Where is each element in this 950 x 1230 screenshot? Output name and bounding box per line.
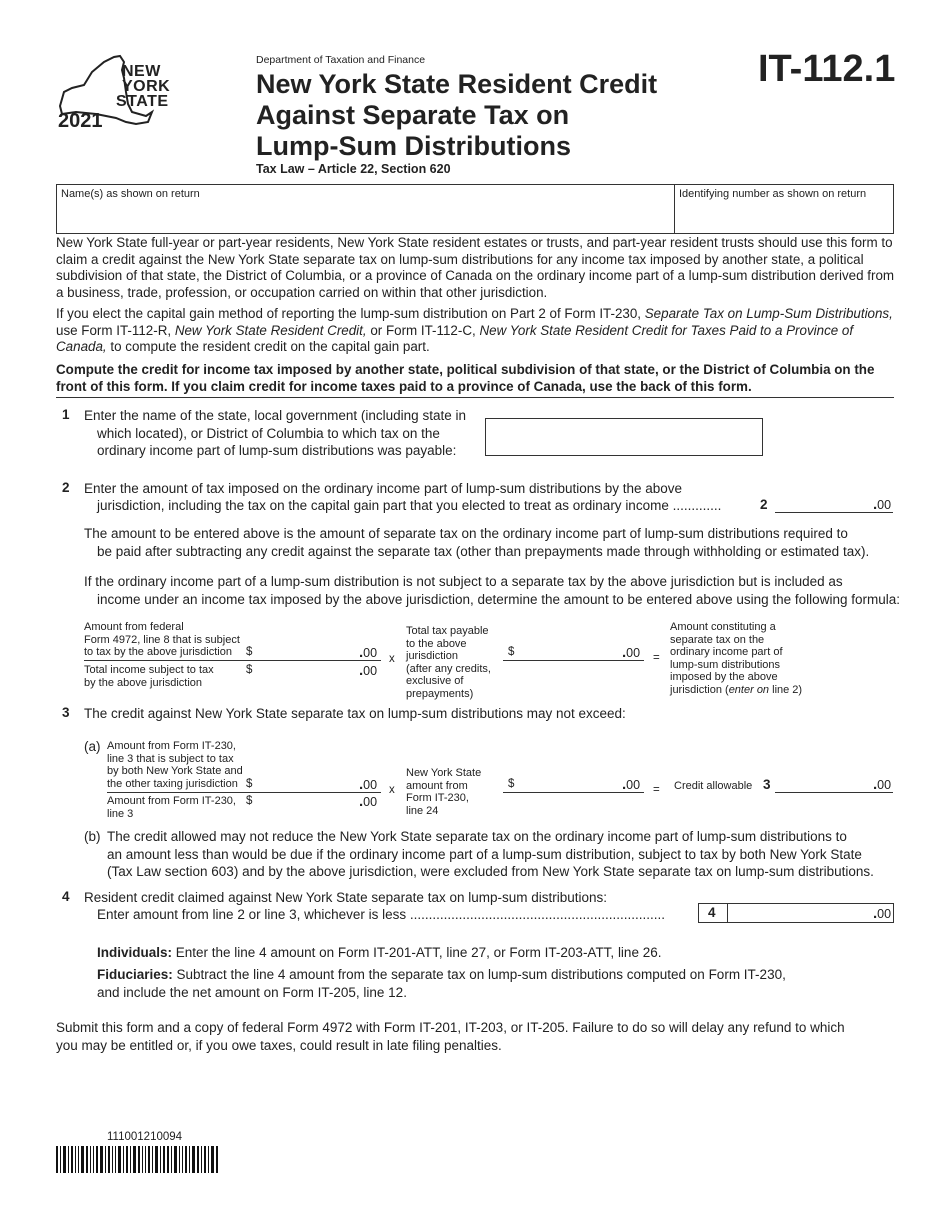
f1-mid-line-6: prepayments) (406, 687, 474, 700)
name-label: Name(s) as shown on return (61, 188, 200, 200)
f1-num-line-1: Amount from federal (84, 621, 184, 633)
f1-res-line-6 (670, 684, 830, 697)
l3a-nys-amount-input[interactable] (520, 776, 620, 791)
department-name: Department of Taxation and Finance (256, 54, 426, 66)
logo-york: YORK (122, 78, 171, 95)
intro-p2-c: use Form IT-112-R, (56, 322, 175, 338)
section-divider (56, 397, 894, 398)
l3a-den-cents: .00 (359, 793, 378, 810)
l3a-den-cents-value: 00 (363, 795, 378, 809)
f1-res-line-5: imposed by the above (670, 671, 778, 684)
nys-logo (56, 52, 186, 132)
intro-paragraph-3: Compute the credit for income tax imposed by another state, political subdivision of that state, or the District of Columbia on the front of this form. If you claim credit for income taxes paid to a province of Canada, use the back of this form. (56, 362, 875, 394)
intro-p2-a: If you elect the capital gain method of reporting the lump-sum distribution on Part 2 of Form IT-230, (56, 306, 645, 321)
line-3-text: The credit against New York State separate tax on lump-sum distributions may not exceed: (84, 706, 626, 721)
line-1-text (84, 407, 484, 460)
line-3b-label: (b) (84, 829, 101, 844)
submit-text-a: Submit this form and a copy of federal Form 4972 with Form IT-201, IT-203, or IT-205. Failure to do so will delay any refund to which (56, 1020, 845, 1035)
individuals-instruction (97, 944, 897, 962)
l3a-num-dollar: $ (246, 778, 253, 790)
l3a-denominator-input[interactable] (258, 793, 358, 808)
line-4-leader-dots: .................................................................... (409, 907, 665, 922)
line-2-note-2-b: income under an income tax imposed by the above jurisdiction, determine the amount to be entered above using the following formula: (97, 591, 900, 607)
l3a-num-line-1: Amount from Form IT-230, (107, 740, 236, 752)
l3a-den-line-1: Amount from Form IT-230, (107, 795, 236, 807)
fiduciaries-instruction (97, 966, 897, 1001)
intro-paragraph-1: New York State full-year or part-year residents, New York State resident estates or trusts, and part-year resident trusts should use this form to claim a credit against the New York State separate tax on lump-sum distributions for any income tax imposed by another state, a political subdivision of that state, the District of Columbia, or a province of Canada on the ordinary income part of a lump-sum distribution derived from a business, trade, profession, or occupation carried on within that other jurisdiction. (56, 235, 895, 300)
line-3b-text (107, 828, 907, 881)
l3a-den-dollar: $ (246, 795, 253, 807)
intro-p2-f: New York State Resident Credit for Taxes Paid to a Province of Canada, (56, 322, 854, 354)
line-2-note-1 (84, 525, 904, 560)
line-3b-text-b: an amount less than would be due if the ordinary income part of a lump-sum distribution, subject to tax by both New York State (107, 846, 862, 862)
f1-den-cents-value: 00 (363, 664, 378, 678)
fiduciaries-label: Fiduciaries: (97, 967, 173, 982)
f1-res-line-1: Amount constituting a (670, 621, 776, 633)
credit-allowable-label: Credit allowable (674, 780, 753, 792)
f1-times-sign: x (389, 653, 395, 665)
line-1-number: 1 (62, 407, 70, 422)
line-2-text-b (97, 497, 757, 515)
l3a-mid-cents: .00 (622, 776, 641, 793)
f1-res-last-b: enter on (728, 683, 770, 696)
f1-total-tax-input[interactable] (520, 644, 620, 659)
jurisdiction-name-input[interactable] (485, 418, 763, 456)
line-2-text-b-main: jurisdiction, including the tax on the capital gain part that you elected to treat as ordinary income (97, 498, 669, 513)
form-subtitle: Tax Law – Article 22, Section 620 (256, 162, 451, 176)
f1-res-last-a: jurisdiction ( (670, 683, 729, 696)
f1-den-line-1: Total income subject to tax (84, 664, 214, 676)
l3a-num-cents-value: 00 (363, 778, 378, 792)
l3a-mid-line-4: line 24 (406, 804, 439, 817)
line-2-note-1-b: be paid after subtracting any credit against the separate tax (other than prepayments made through withholding or estimated tax). (97, 543, 870, 559)
f1-num-line-2: Form 4972, line 8 that is subject (84, 633, 240, 646)
line-3a-numerator-label (107, 740, 247, 790)
fiduciaries-text-a: Subtract the line 4 amount from the separate tax on lump-sum distributions computed on Form IT-230, (172, 967, 786, 982)
line-1-text-b: which located), or District of Columbia to which tax on the (97, 425, 440, 441)
line-2-cents-value: 00 (877, 498, 892, 512)
line-2-leader-dots: ............. (672, 498, 722, 513)
l3a-mid-dollar: $ (508, 778, 515, 790)
barcode-number: 111001210094 (107, 1131, 183, 1143)
id-label: Identifying number as shown on return (679, 188, 867, 200)
line-2-box-number: 2 (760, 497, 768, 512)
l3a-mid-line-2: amount from (406, 779, 468, 792)
f1-mid-cents-value: 00 (626, 646, 641, 660)
f1-mid-line-1: Total tax payable (406, 625, 489, 637)
intro-p2-g: to compute the resident credit on the capital gain part. (106, 339, 430, 354)
f1-den-dollar: $ (246, 664, 253, 676)
f1-numerator-input[interactable] (258, 644, 358, 659)
f1-mid-line-5: exclusive of (406, 675, 464, 688)
identifying-number-input[interactable] (677, 201, 891, 231)
line-4-cents-value: 00 (877, 907, 892, 921)
f1-res-line-3: ordinary income part of (670, 646, 783, 659)
individuals-label: Individuals: (97, 945, 173, 960)
f1-equals-sign: = (653, 652, 660, 664)
f1-mid-line-3: jurisdiction (406, 650, 458, 663)
line-4-cents: .00 (873, 905, 892, 922)
intro-p2-b: Separate Tax on Lump-Sum Distributions, (644, 306, 893, 321)
f1-mid-line-4: (after any credits, (406, 662, 491, 675)
f1-denominator-input[interactable] (258, 662, 358, 677)
formula-1-numerator-label (84, 621, 244, 659)
line-3b-text-c: (Tax Law section 603) and by the above jurisdiction, were excluded from New York State separate tax on lump-sum distributions. (107, 864, 874, 879)
f1-num-cents: .00 (359, 644, 378, 661)
l3a-num-line-2: line 3 that is subject to tax (107, 752, 234, 765)
l3a-mid-cents-value: 00 (626, 778, 641, 792)
line-3a-label: (a) (84, 739, 101, 754)
line-2-amount-input[interactable] (775, 496, 875, 512)
title-line-3: Lump-Sum Distributions (256, 131, 571, 161)
name-input[interactable] (59, 201, 671, 231)
line-4-text-b-main: Enter amount from line 2 or line 3, whichever is less (97, 907, 407, 922)
formula-1-result-label (670, 621, 830, 697)
form-number: IT-112.1 (758, 48, 896, 90)
title-line-1: New York State Resident Credit (256, 69, 658, 99)
f1-num-cents-value: 00 (363, 646, 378, 660)
individuals-text: Enter the line 4 amount on Form IT-201-ATT, line 27, or Form IT-203-ATT, line 26. (172, 945, 662, 960)
line-2-text-a: Enter the amount of tax imposed on the ordinary income part of lump-sum distributions by the above (84, 481, 683, 496)
l3a-num-line-3: by both New York State and (107, 765, 243, 778)
logo-state: STATE (116, 93, 169, 110)
l3a-times-sign: x (389, 784, 395, 796)
line-1-text-c: ordinary income part of lump-sum distributions was payable: (97, 443, 457, 458)
barcode-image (56, 1146, 220, 1173)
f1-num-line-3: to tax by the above jurisdiction (84, 646, 232, 659)
line-4-text-a: Resident credit claimed against New York State separate tax on lump-sum distributions: (84, 890, 608, 905)
f1-res-last-c: line 2) (769, 683, 803, 696)
logo-year: 2021 (58, 110, 103, 132)
line-2-note-2-a: If the ordinary income part of a lump-sum distribution is not subject to a separate tax by the above jurisdiction but is included as (84, 574, 843, 589)
formula-1-total-tax-label (406, 625, 506, 701)
line-3-cents: .00 (873, 776, 892, 793)
l3a-num-cents: .00 (359, 776, 378, 793)
line-4-box-number: 4 (708, 905, 716, 920)
submit-text-b: you may be entitled or, if you owe taxes, could result in late filing penalties. (56, 1037, 502, 1053)
logo-new: NEW (122, 63, 161, 80)
l3a-den-line-2: line 3 (107, 807, 134, 820)
line-3-cents-value: 00 (877, 778, 892, 792)
line-3-amount-input[interactable] (775, 776, 875, 792)
formula-1-denominator-label (84, 664, 244, 689)
l3a-mid-line-1: New York State (406, 767, 482, 779)
f1-mid-cents: .00 (622, 644, 641, 661)
taxpayer-info-box (56, 184, 894, 234)
line-3a-denominator-label (107, 795, 247, 820)
intro-p2-e: or Form IT-112-C, (366, 322, 480, 338)
line-4-text-b (97, 906, 697, 924)
l3a-numerator-input[interactable] (258, 776, 358, 791)
f1-num-dollar: $ (246, 646, 253, 658)
f1-den-line-2: by the above jurisdiction (84, 676, 203, 689)
line-3-number: 3 (62, 705, 70, 720)
title-line-2: Against Separate Tax on (256, 100, 570, 130)
l3a-num-line-4: the other taxing jurisdiction (107, 777, 238, 790)
intro-p2-d: New York State Resident Credit, (174, 322, 367, 338)
l3a-equals-sign: = (653, 784, 660, 796)
line-4-amount-box (698, 903, 894, 923)
f1-den-cents: .00 (359, 662, 378, 679)
f1-fraction-bar (84, 660, 381, 661)
f1-mid-dollar: $ (508, 646, 515, 658)
l3a-mid-underline (503, 792, 644, 793)
line-3b-text-a: The credit allowed may not reduce the New York State separate tax on the ordinary income part of lump-sum distributions to (107, 829, 847, 844)
f1-res-line-2: separate tax on the (670, 633, 765, 646)
submit-instructions (56, 1019, 906, 1054)
f1-res-line-4: lump-sum distributions (670, 658, 781, 671)
fiduciaries-text-b: and include the net amount on Form IT-205, line 12. (97, 984, 407, 1000)
line-3a-nys-amount-label (406, 767, 506, 817)
intro-paragraph-2 (56, 306, 896, 356)
f1-mid-underline (503, 660, 644, 661)
line-4-amount-input[interactable] (730, 905, 870, 921)
form-title (256, 69, 726, 162)
line-3-box-number: 3 (763, 777, 771, 792)
line-4-number: 4 (62, 889, 70, 904)
line-1-text-a: Enter the name of the state, local government (including state in (84, 408, 466, 423)
line-2-number: 2 (62, 480, 70, 495)
line-2-note-1-a: The amount to be entered above is the amount of separate tax on the ordinary income part of lump-sum distributions required to (84, 526, 848, 541)
line-2-cents: .00 (873, 496, 892, 513)
l3a-mid-line-3: Form IT-230, (406, 792, 469, 805)
f1-mid-line-2: to the above (406, 637, 467, 650)
line-2-note-2 (84, 573, 904, 608)
